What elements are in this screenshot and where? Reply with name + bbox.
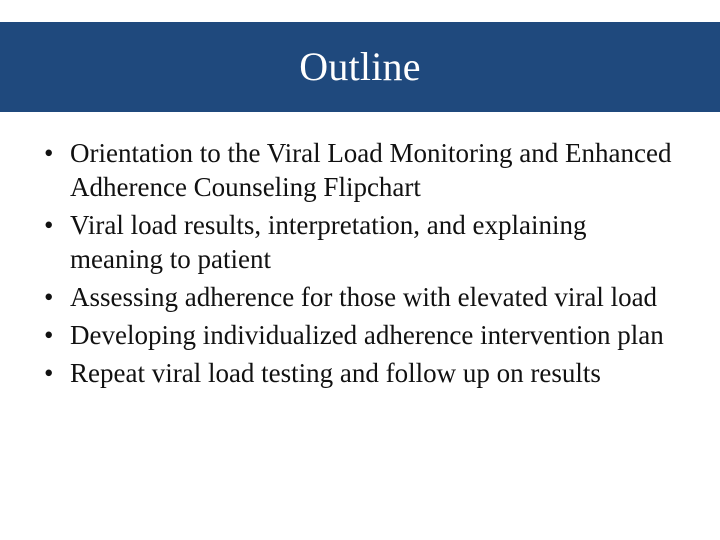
bullet-text: Assessing adherence for those with elevated viral load — [70, 282, 658, 312]
bullet-list — [44, 136, 684, 394]
bullet-item-1 — [44, 136, 684, 204]
bullet-text: Repeat viral load testing and follow up on results — [70, 358, 601, 388]
slide-title: Outline — [299, 44, 421, 89]
bullet-item-3 — [44, 280, 684, 314]
bullet-text: Viral load results, interpretation, and explaining meaning to patient — [70, 210, 587, 274]
bullet-item-4 — [44, 318, 684, 352]
bullet-icon: • — [44, 210, 54, 240]
bullet-icon: • — [44, 138, 54, 168]
title-bar — [0, 22, 720, 112]
bullet-text: Developing individualized adherence intervention plan — [70, 320, 664, 350]
bullet-text: Orientation to the Viral Load Monitoring and Enhanced Adherence Counseling Flipchart — [70, 138, 672, 202]
bullet-icon: • — [44, 320, 54, 350]
bullet-item-2 — [44, 208, 684, 276]
bullet-icon: • — [44, 358, 54, 388]
bullet-icon: • — [44, 282, 54, 312]
bullet-item-5 — [44, 356, 684, 390]
